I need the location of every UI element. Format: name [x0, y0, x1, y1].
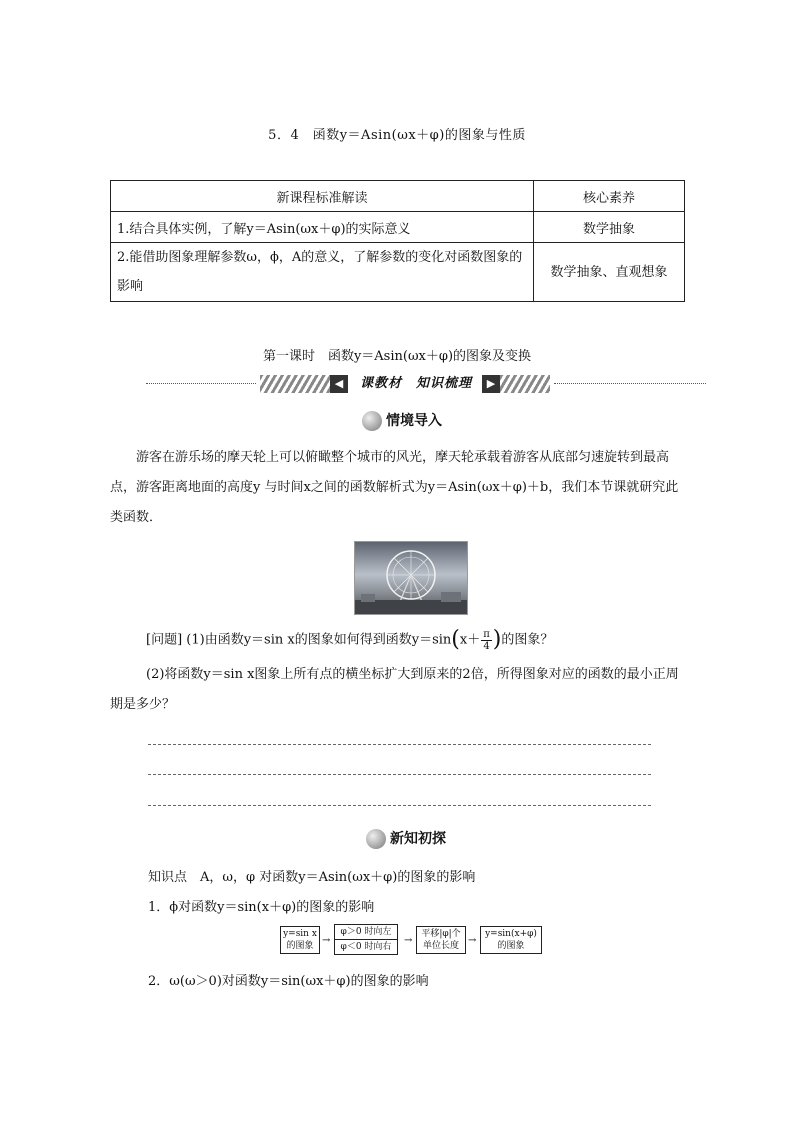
table-header-literacy: 核心素养 — [534, 181, 685, 212]
fraction-pi-over-4 — [481, 629, 492, 652]
chevron-left-icon: ◀ — [330, 375, 348, 393]
banner-label: 课教材 知识梳理 — [356, 375, 476, 393]
flow-shift-line1: 平移|φ|个 — [421, 929, 461, 939]
question-1-suffix: 的图象？ — [501, 632, 554, 648]
intro-heading — [362, 410, 442, 432]
flow-end-box — [480, 926, 542, 954]
question-tag: [问题] — [146, 632, 183, 648]
lesson-title: 第一课时 函数y＝Asin(ωx＋φ)的图象及变换 — [262, 349, 532, 364]
intro-paragraph: 游客在游乐场的摩天轮上可以俯瞰整个城市的风光，摩天轮承载着游客从底部匀速旋转到最高点，游客距离地面的高度y 与时间x之间的函数解析式为y＝Asin(ωx＋φ)＋b，我们本节课就研究此类函数． — [110, 450, 679, 525]
answer-line[interactable] — [148, 744, 651, 745]
section-banner — [146, 374, 706, 394]
question-1-prefix: (1)由函数y＝sin x的图象如何得到函数y＝sin — [186, 632, 452, 648]
banner-dots-left — [146, 383, 256, 384]
paren-left: ( — [451, 627, 460, 652]
knowledge-point: 知识点 A，ω，φ 对函数y＝Asin(ωx＋φ)的图象的影响 — [148, 870, 476, 885]
flow-cond-2: φ＜0 时向右 — [340, 942, 392, 952]
arrow-right-icon: → — [468, 935, 477, 946]
banner-stripe-right — [500, 375, 550, 393]
arrow-right-icon: → — [404, 935, 413, 946]
table-row — [111, 243, 685, 302]
banner-stripe-left — [260, 375, 330, 393]
transform-flow-diagram — [280, 925, 542, 955]
table-cell-literacy: 数学抽象、直观想象 — [534, 243, 685, 302]
pen-icon — [362, 411, 382, 431]
table-cell-requirement: 2.能借助图象理解参数ω，ϕ，A的意义，了解参数的变化对函数图象的影响 — [111, 243, 534, 302]
answer-line[interactable] — [148, 805, 651, 806]
table-cell-literacy: 数学抽象 — [534, 212, 685, 243]
answer-line[interactable] — [148, 774, 651, 775]
table-cell-requirement: 1.结合具体实例，了解y＝Asin(ωx＋φ)的实际意义 — [111, 212, 534, 243]
fraction-numerator: π — [483, 628, 490, 640]
flow-condition-box — [334, 924, 398, 955]
question-1 — [146, 625, 686, 656]
ferris-wheel-photo — [354, 541, 468, 615]
flow-cond-1: φ＞0 时向左 — [335, 925, 397, 940]
flow-start-line1: y=sin x — [283, 929, 317, 939]
flow-start-line2: 的图象 — [286, 941, 314, 951]
item-1: 1．ϕ对函数y＝sin(x＋φ)的图象的影响 — [148, 900, 375, 915]
flow-shift-box — [416, 926, 466, 954]
new-knowledge-heading — [366, 828, 446, 850]
question-2: (2)将函数y＝sin x图象上所有点的横坐标扩大到原来的2倍，所得图象对应的函数的最小正周期是多少？ — [110, 667, 679, 712]
table-header-standards: 新课程标准解读 — [111, 181, 534, 212]
paren-right: ) — [492, 627, 502, 652]
page-title: 5．4 函数y＝Asin(ωx＋φ)的图象与性质 — [268, 128, 526, 143]
new-knowledge-heading-text: 新知初探 — [390, 831, 446, 847]
flow-end-line2: 的图象 — [497, 941, 525, 951]
banner-pill — [260, 375, 550, 393]
book-icon — [366, 829, 386, 849]
chevron-right-icon: ▶ — [482, 375, 500, 393]
flow-start-box — [280, 926, 320, 954]
arrow-right-icon: → — [322, 935, 331, 946]
flow-end-line1: y=sin(x+φ) — [485, 929, 537, 939]
ferris-wheel-icon — [355, 542, 467, 614]
table-row — [111, 212, 685, 243]
banner-dots-right — [554, 383, 706, 384]
fraction-denominator: 4 — [483, 640, 490, 652]
table-header-row — [111, 181, 685, 212]
question-1-expr: x＋ — [459, 632, 481, 648]
standards-table — [110, 180, 685, 302]
intro-heading-text: 情境导入 — [386, 413, 442, 429]
item-2: 2．ω(ω＞0)对函数y＝sin(ωx＋φ)的图象的影响 — [148, 974, 429, 989]
flow-shift-line2: 单位长度 — [422, 941, 459, 951]
